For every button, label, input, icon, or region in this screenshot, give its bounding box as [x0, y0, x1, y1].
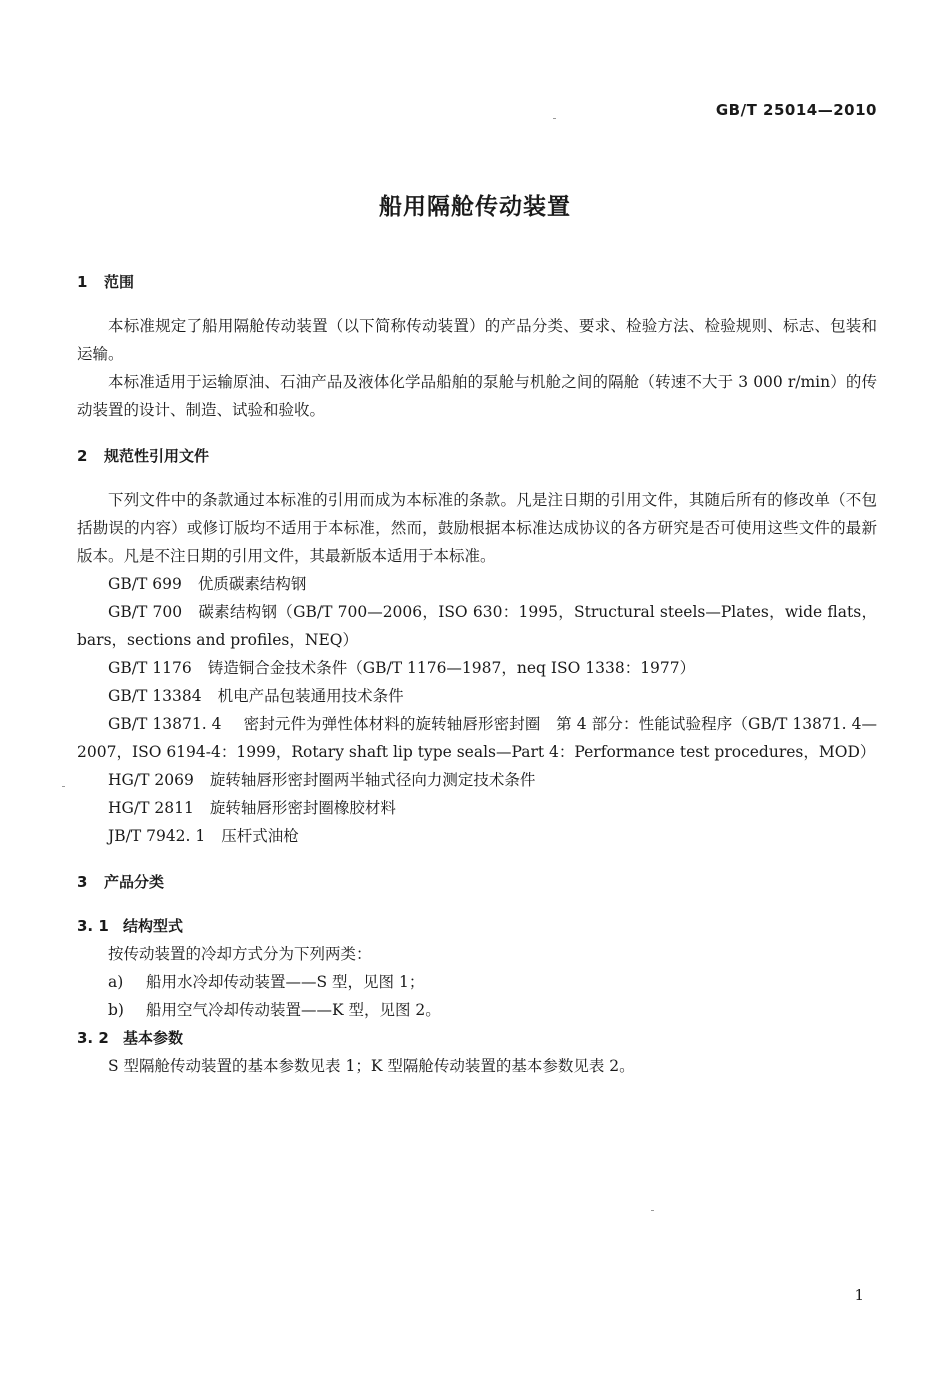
section-number: 1: [77, 273, 88, 291]
reference-item: [77, 598, 877, 654]
structure-intro: 按传动装置的冷却方式分为下列两类：: [108, 945, 372, 963]
reference-item: [77, 766, 877, 794]
page-number: 1: [854, 1286, 864, 1304]
subsection-title: 结构型式: [123, 917, 184, 935]
reference-title: 铸造铜合金技术条件（GB/T 1176—1987，neq ISO 1338：1977）: [207, 659, 696, 677]
list-item: [77, 996, 877, 1024]
list-marker: a): [108, 973, 124, 991]
reference-item: [77, 570, 877, 598]
document-body: [77, 268, 877, 1080]
reference-title: 旋转轴唇形密封圈两半轴式径向力测定技术条件: [209, 771, 536, 789]
reference-code: GB/T 13871. 4: [108, 715, 222, 733]
reference-item: [77, 822, 877, 850]
section-number: 2: [77, 447, 88, 465]
reference-code: GB/T 700: [108, 603, 183, 621]
document-title: 船用隔舱传动装置: [379, 194, 571, 220]
section-title: 产品分类: [104, 873, 165, 891]
scope-paragraph-2: 本标准适用于运输原油、石油产品及液体化学品船舶的泵舱与机舱之间的隔舱（转速不大于 3 000 r/min）的传动装置的设计、制造、试验和验收。: [77, 373, 877, 419]
subsection-number: 3. 2: [77, 1029, 109, 1047]
list-text: 船用空气冷却传动装置——K 型，见图 2。: [146, 1001, 441, 1019]
reference-code: GB/T 13384: [108, 687, 202, 705]
scope-paragraph-1: 本标准规定了船用隔舱传动装置（以下简称传动装置）的产品分类、要求、检验方法、检验规则、标志、包装和运输。: [77, 317, 877, 363]
section-title: 规范性引用文件: [104, 447, 210, 465]
reference-title: 机电产品包装通用技术条件: [217, 687, 404, 705]
reference-code: JB/T 7942. 1: [108, 827, 206, 845]
reference-item: [77, 794, 877, 822]
list-item: [77, 968, 877, 996]
reference-code: HG/T 2069: [108, 771, 194, 789]
section-3-heading: [77, 868, 877, 896]
reference-item: [77, 654, 877, 682]
subsection-title: 基本参数: [123, 1029, 184, 1047]
section-title: 范围: [104, 273, 135, 291]
list-text: 船用水冷却传动装置——S 型，见图 1；: [146, 973, 425, 991]
subsection-3-1-heading: [77, 912, 877, 940]
reference-code: GB/T 699: [108, 575, 182, 593]
scan-speck: [62, 786, 65, 787]
section-2-heading: [77, 442, 877, 470]
standard-number: GB/T 25014—2010: [715, 101, 877, 119]
list-marker: b): [108, 1001, 124, 1019]
scan-speck: [553, 118, 556, 119]
section-1-heading: [77, 268, 877, 296]
reference-code: HG/T 2811: [108, 799, 194, 817]
references-intro: 下列文件中的条款通过本标准的引用而成为本标准的条款。凡是注日期的引用文件，其随后所有的修改单（不包括勘误的内容）或修订版均不适用于本标准，然而，鼓励根据本标准达成协议的各方研究是否可使用这些文件的最新版本。凡是不注日期的引用文件，其最新版本适用于本标准。: [77, 491, 877, 565]
reference-title: 密封元件为弹性体材料的旋转轴唇形密封圈 第 4 部分：性能试验程序（GB/T 13871. 4—2007，ISO 6194-4：1999，Rotary shaft lip type seals—Part 4：Performance test procedures，MOD）: [77, 715, 877, 761]
reference-code: GB/T 1176: [108, 659, 192, 677]
reference-title: 优质碳素结构钢: [197, 575, 307, 593]
reference-item: [77, 710, 877, 766]
scan-speck: [651, 1210, 654, 1211]
subsection-3-2-heading: [77, 1024, 877, 1052]
reference-item: [77, 682, 877, 710]
reference-title: 压杆式油枪: [221, 827, 299, 845]
reference-title: 旋转轴唇形密封圈橡胶材料: [209, 799, 396, 817]
basic-parameters-text: S 型隔舱传动装置的基本参数见表 1；K 型隔舱传动装置的基本参数见表 2。: [108, 1057, 635, 1075]
section-number: 3: [77, 873, 88, 891]
subsection-number: 3. 1: [77, 917, 109, 935]
reference-title: 碳素结构钢（GB/T 700—2006，ISO 630：1995，Structural steels—Plates，wide flats，bars，sections and profiles，NEQ）: [77, 603, 877, 649]
